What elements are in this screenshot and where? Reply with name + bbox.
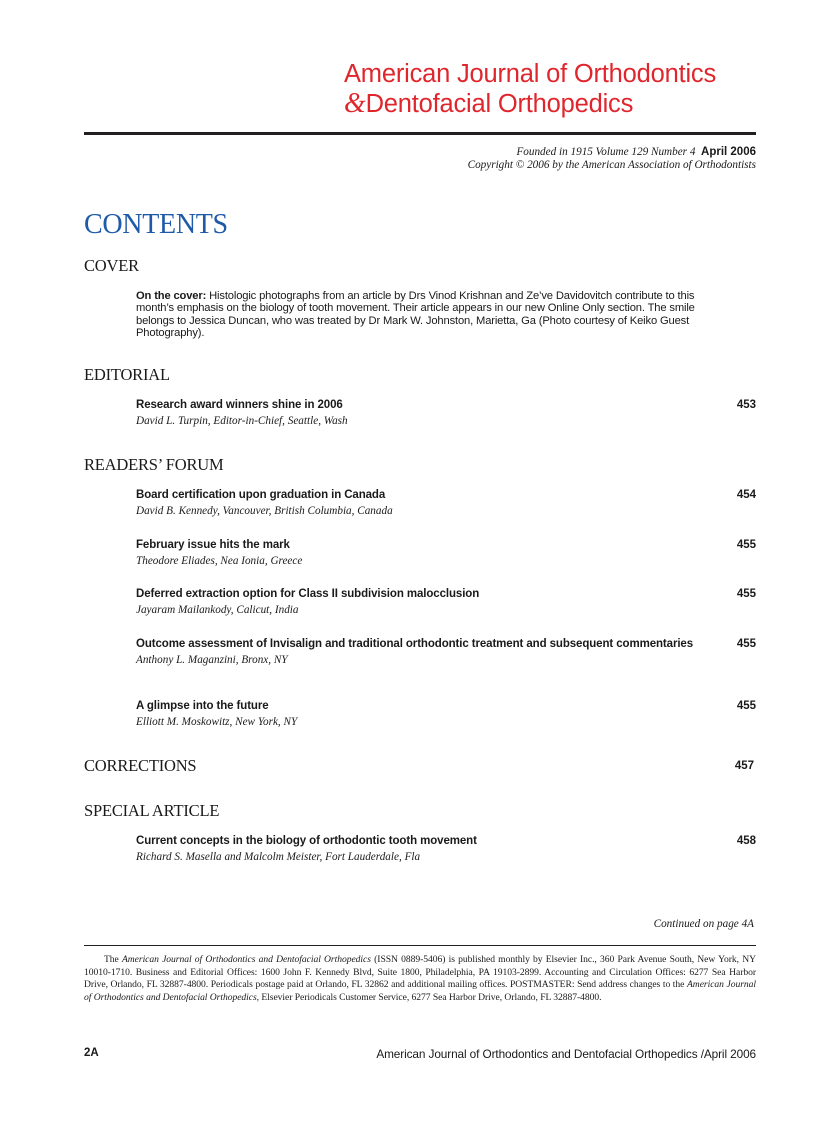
entry-author: David B. Kennedy, Vancouver, British Columbia, Canada	[136, 504, 393, 517]
entry-page[interactable]: 455	[736, 700, 756, 712]
issue-date: April 2006	[701, 146, 756, 158]
entry-author: Richard S. Masella and Malcolm Meister, Fort Lauderdale, Fla	[136, 850, 421, 863]
entry-title[interactable]: A glimpse into the future	[136, 700, 269, 712]
entry-page[interactable]: 455	[736, 539, 756, 551]
entry-title[interactable]: Deferred extraction option for Class II subdivision malocclusion	[136, 588, 480, 600]
entry-page[interactable]: 455	[736, 588, 756, 600]
footer-rule	[84, 945, 756, 946]
toc-entry[interactable]	[136, 588, 756, 617]
issue-info	[468, 146, 756, 172]
entry-title[interactable]: Research award winners shine in 2006	[136, 399, 343, 411]
corrections-page[interactable]: 457	[734, 760, 754, 772]
cover-label: On the cover:	[136, 290, 207, 302]
toc-entry[interactable]	[136, 638, 756, 667]
page-title: CONTENTS	[84, 209, 228, 240]
toc-entry[interactable]	[136, 835, 756, 864]
ampersand-glyph: &	[344, 88, 366, 119]
entry-title[interactable]: Outcome assessment of Invisalign and traditional orthodontic treatment and subsequent commentaries	[136, 638, 694, 650]
entry-author: David L. Turpin, Editor-in-Chief, Seattle, Wash	[136, 414, 348, 427]
entry-author: Jayaram Mailankody, Calicut, India	[136, 603, 299, 616]
section-heading-corrections[interactable]: CORRECTIONS	[84, 756, 197, 775]
entry-title[interactable]: Current concepts in the biology of orthodontic tooth movement	[136, 835, 477, 847]
publisher-info: The American Journal of Orthodontics and Dentofacial Orthopedics (ISSN 0889-5406) is published monthly by Elsevier Inc., 360 Park Avenue South, New York, NY 10010-1710. Business and Editorial Offices: 1600 John F. Kennedy Blvd, Suite 1800, Philadelphia, PA 19103-2899. Accounting and Circulation Offices: 6277 Sea Harbor Drive, Orlando, FL 32887-4800. Periodicals postage paid at Orlando, FL 32862 and additional mailing offices. POSTMASTER: Send address changes to the American Journal of Orthodontics and Dentofacial Orthopedics, Elsevier Periodicals Customer Service, 6277 Sea Harbor Drive, Orlando, FL 32887-4800.	[84, 954, 756, 1003]
founded-volume: Founded in 1915 Volume 129 Number 4	[516, 146, 696, 158]
section-heading-editorial: EDITORIAL	[84, 365, 170, 384]
entry-author: Theodore Eliades, Nea Ionia, Greece	[136, 554, 303, 567]
entry-page[interactable]: 455	[736, 638, 756, 650]
entry-author: Elliott M. Moskowitz, New York, NY	[136, 715, 298, 728]
section-heading-special-article: SPECIAL ARTICLE	[84, 801, 220, 820]
entry-page[interactable]: 458	[736, 835, 756, 847]
continued-note: Continued on page 4A	[653, 918, 754, 930]
copyright: Copyright © 2006 by the American Association of Orthodontists	[467, 159, 756, 171]
header-rule	[84, 132, 756, 135]
toc-entry[interactable]	[136, 539, 756, 568]
masthead-line-1: American Journal of Orthodontics	[344, 60, 717, 88]
entry-title[interactable]: Board certification upon graduation in Canada	[136, 489, 386, 501]
entry-page[interactable]: 454	[736, 489, 756, 501]
page-number: 2A	[84, 1047, 99, 1059]
toc-entry[interactable]	[136, 700, 756, 729]
journal-masthead	[344, 60, 756, 119]
section-heading-readers-forum: READERS’ FORUM	[84, 455, 224, 474]
cover-description: On the cover: Histologic photographs from an article by Drs Vinod Krishnan and Ze’ve Davidovitch contribute to this month’s emphasis on the biology of tooth movement. Their article appears in our new Online Only section. The smile belongs to Jessica Duncan, who was treated by Dr Mark W. Johnston, Marietta, Ga (Photo courtesy of Keiko Guest Photography).	[136, 290, 695, 339]
section-heading-cover: COVER	[84, 256, 139, 275]
entry-title[interactable]: February issue hits the mark	[136, 539, 290, 551]
entry-author: Anthony L. Maganzini, Bronx, NY	[136, 653, 288, 666]
masthead-line-2: &Dentofacial Orthopedics	[344, 88, 634, 119]
entry-page[interactable]: 453	[736, 399, 756, 411]
running-title: American Journal of Orthodontics and Dentofacial Orthopedics /April 2006	[376, 1047, 756, 1061]
toc-entry[interactable]	[136, 399, 756, 428]
toc-entry[interactable]	[136, 489, 756, 518]
